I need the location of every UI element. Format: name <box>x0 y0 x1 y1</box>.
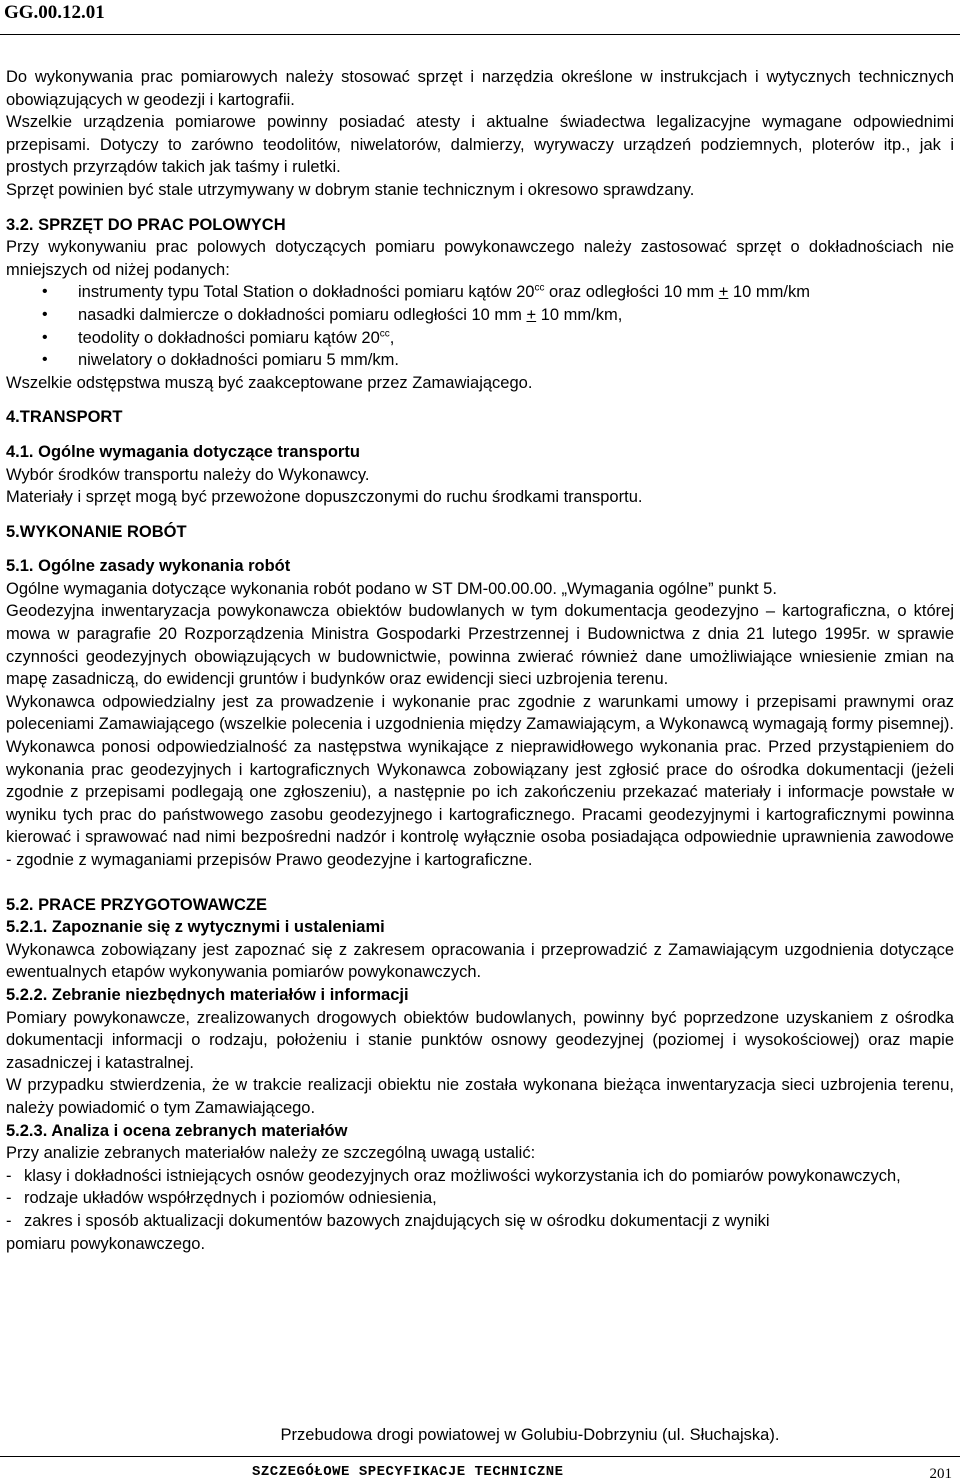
list-item: - rodzaje układów współrzędnych i poziomów odniesienia, <box>6 1187 954 1210</box>
section-5-2-3-intro: Przy analizie zebranych materiałów należy ze szczególną uwagą ustalić: <box>6 1144 536 1163</box>
list-item: • instrumenty typu Total Station o dokładności pomiaru kątów $20^{cc}$ oraz odległości 10 mm + 10 mm/km <box>6 281 954 304</box>
list-item: - zakres i sposób aktualizacji dokumentów bazowych znajdujących się w ośrodku dokumentacji z wyniki <box>6 1210 954 1233</box>
subsection-heading-5-2-3: 5.2.3. Analiza i ocena zebranych materiałów <box>6 1121 348 1140</box>
footer-divider <box>0 1456 960 1457</box>
page-number: 201 <box>929 1466 952 1482</box>
intro-paragraph-1: Do wykonywania prac pomiarowych należy stosować sprzęt i narzędzia określone w instrukcjach i wytycznych technicznych obowiązujących w geodezji i kartografii. <box>6 68 954 109</box>
section-4-paragraph-1: Wybór środków transportu należy do Wykonawcy. <box>6 465 370 484</box>
analysis-list <box>6 1165 954 1233</box>
intro-paragraph-2: Wszelkie urządzenia pomiarowe powinny posiadać atesty i aktualne świadectwa legalizacyjne wymagane odpowiednimi przepisami. Dotyczy to zarówno teodolitów, niwelatorów, dalmierzy, wyrywaczy urządzeń podziemnych, ploterów itp., jak i prostych przyrządów takich jak taśmy i ruletki. <box>6 113 954 177</box>
list-item: • nasadki dalmiercze o dokładności pomiaru odległości 10 mm + 10 mm/km, <box>6 304 954 327</box>
document-body <box>6 66 954 1255</box>
subsection-heading-5-1: 5.1. Ogólne zasady wykonania robót <box>6 557 291 576</box>
analysis-list-continuation: pomiaru powykonawczego. <box>6 1234 206 1253</box>
equipment-list <box>6 281 954 371</box>
section-3-2-intro: Przy wykonywaniu prac polowych dotyczących pomiaru powykonawczego należy zastosować sprzęt o dokładnościach nie mniejszych od niżej podanych: <box>6 238 954 279</box>
section-5-2-1-paragraph: Wykonawca zobowiązany jest zapoznać się z zakresem opracowania i przeprowadzić z Zamawiającym uzgodnienia dotyczące ewentualnych etapów wykonywania pomiarów powykonawczych. <box>6 940 954 982</box>
section-5-paragraph-1: Ogólne wymagania dotyczące wykonania robót podano w ST DM-00.00.00. „Wymagania ogólne” punkt 5. <box>6 579 777 598</box>
subsection-heading-5-2-2: 5.2.2. Zebranie niezbędnych materiałów i informacji <box>6 985 409 1004</box>
intro-paragraph-3: Sprzęt powinien być stale utrzymywany w dobrym stanie technicznym i okresowo sprawdzany. <box>6 180 695 199</box>
section-3-2-closing: Wszelkie odstępstwa muszą być zaakceptowane przez Zamawiającego. <box>6 373 533 392</box>
document-code: GG.00.12.01 <box>4 2 105 23</box>
section-5-2-2-paragraph-2: W przypadku stwierdzenia, że w trakcie realizacji obiektu nie została wykonana bieżąca inwentaryzacja sieci uzbrojenia terenu, należy powiadomić o tym Zamawiającego. <box>6 1076 954 1117</box>
section-heading-5-2: 5.2. PRACE PRZYGOTOWAWCZE <box>6 895 267 914</box>
section-heading-3-2: 3.2. SPRZĘT DO PRAC POLOWYCH <box>6 215 286 234</box>
list-item: • teodolity o dokładności pomiaru kątów $20^{cc}$, <box>6 327 954 350</box>
section-5-paragraph-3: Wykonawca odpowiedzialny jest za prowadzenie i wykonanie prac zgodnie z warunkami umowy i przepisami prawnymi oraz poleceniami Zamawiającego (wszelkie polecenia i uzgodnienia między Zamawiającym, a Wykonawcą wymagają formy pisemnej). Wykonawca ponosi odpowiedzialność za następstwa wynikające z nieprawidłowego wykonania prac. Przed przystąpieniem do wykonania prac geodezyjnych i kartograficznych Wykonawca zobowiązany jest zgłosić prace do ośrodka dokumentacji (jeżeli zgodnie z przepisami podlegają one zgłoszeniu), a następnie po ich zakończeniu przekazać materiały i informacje powstałe w wyniku tych prac do państwowego zasobu geodezyjnego i kartograficznego. Pracami geodezyjnymi i kartograficznymi powinna kierować i sprawować nad nimi bezpośredni nadzór i kontrolę wyłącznie osoba posiadająca odpowiednie uprawnienia zawodowe - zgodnie z wymaganiami przepisów Prawo geodezyjne i kartograficzne. <box>6 692 954 869</box>
section-4-paragraph-2: Materiały i sprzęt mogą być przewożone dopuszczonymi do ruchu środkami transportu. <box>6 488 643 507</box>
footer-project-title: Przebudowa drogi powiatowej w Golubiu-Dobrzyniu (ul. Słuchajska). <box>280 1426 780 1444</box>
section-heading-5: 5.WYKONANIE ROBÓT <box>6 522 187 541</box>
section-5-paragraph-2: Geodezyjna inwentaryzacja powykonawcza obiektów budowlanych w tym dokumentacja geodezyjno – kartograficzna, o której mowa w paragrafie 20 Rozporządzenia Ministra Gospodarki Przestrzennej i Budownictwa z dnia 21 lutego 1995r. w sprawie czynności geodezyjnych obowiązujących w budownictwie, powinna zwierać również dane umożliwiające wniesienie zmian na mapę zasadniczą, do ewidencji gruntów i budynków oraz ewidencji sieci uzbrojenia terenu. <box>6 602 954 689</box>
list-item: • niwelatory o dokładności pomiaru 5 mm/km. <box>6 349 954 372</box>
list-item: - klasy i dokładności istniejących osnów geodezyjnych oraz możliwości wykorzystania ich do pomiarów powykonawczych, <box>6 1165 954 1188</box>
subsection-heading-5-2-1: 5.2.1. Zapoznanie się z wytycznymi i ustaleniami <box>6 918 385 937</box>
section-heading-4: 4.TRANSPORT <box>6 408 123 427</box>
footer-spec-label: SZCZEGÓŁOWE SPECYFIKACJE TECHNICZNE <box>252 1464 564 1480</box>
header-divider <box>0 34 960 35</box>
subsection-heading-4-1: 4.1. Ogólne wymagania dotyczące transportu <box>6 442 360 461</box>
section-5-2-2-paragraph-1: Pomiary powykonawcze, zrealizowanych drogowych obiektów budowlanych, powinny być poprzedzone uzyskaniem z ośrodka dokumentacji informacji o rodzaju, położeniu i stanie punktów osnowy geodezyjnej (poziomej i wysokościowej) oraz mapie zasadniczej i katastralnej. <box>6 1008 954 1072</box>
